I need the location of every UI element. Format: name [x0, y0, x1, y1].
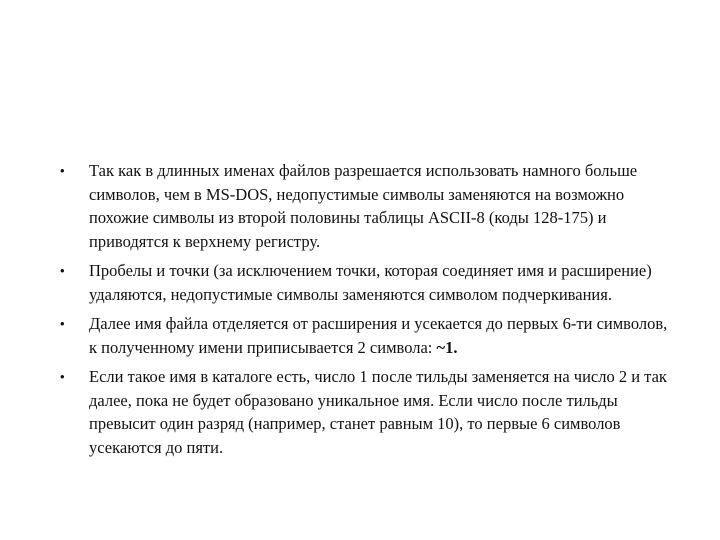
bullet-dot-icon: • — [60, 163, 65, 178]
bullet-text: Если такое имя в каталоге есть, число 1 после тильды заменяется на число 2 и так далее, пока не будет образовано уникальное имя. Если число после тильды превысит один разряд (например, станет равным 10), то первые 6 символов усекаются до пяти. — [89, 367, 667, 457]
bullet-text: Так как в длинных именах файлов разрешается использовать намного больше символов, чем в MS-DOS, недопустимые символы заменяются на возможно похожие символы из второй половины таблицы ASCII-8 (коды 128-175) и приводятся к верхнему регистру. — [89, 161, 638, 251]
bullet-text: Далее имя файла отделяется от расширения и усекается до первых 6-ти символов, к полученному имени приписывается 2 символа: — [89, 314, 668, 357]
bullet-item — [60, 365, 670, 459]
bullet-bold-suffix: ~1. — [436, 337, 458, 357]
bullet-text: Пробелы и точки (за исключением точки, которая соединяет имя и расширение) удаляются, недопустимые символы заменяются символом подчеркивания. — [89, 261, 652, 304]
bullet-item — [60, 159, 670, 253]
bullet-item — [60, 312, 670, 359]
bullet-item — [60, 259, 670, 306]
bullet-list — [60, 159, 670, 465]
bullet-dot-icon: • — [60, 369, 65, 384]
bullet-dot-icon: • — [60, 263, 65, 278]
bullet-dot-icon: • — [60, 316, 65, 331]
